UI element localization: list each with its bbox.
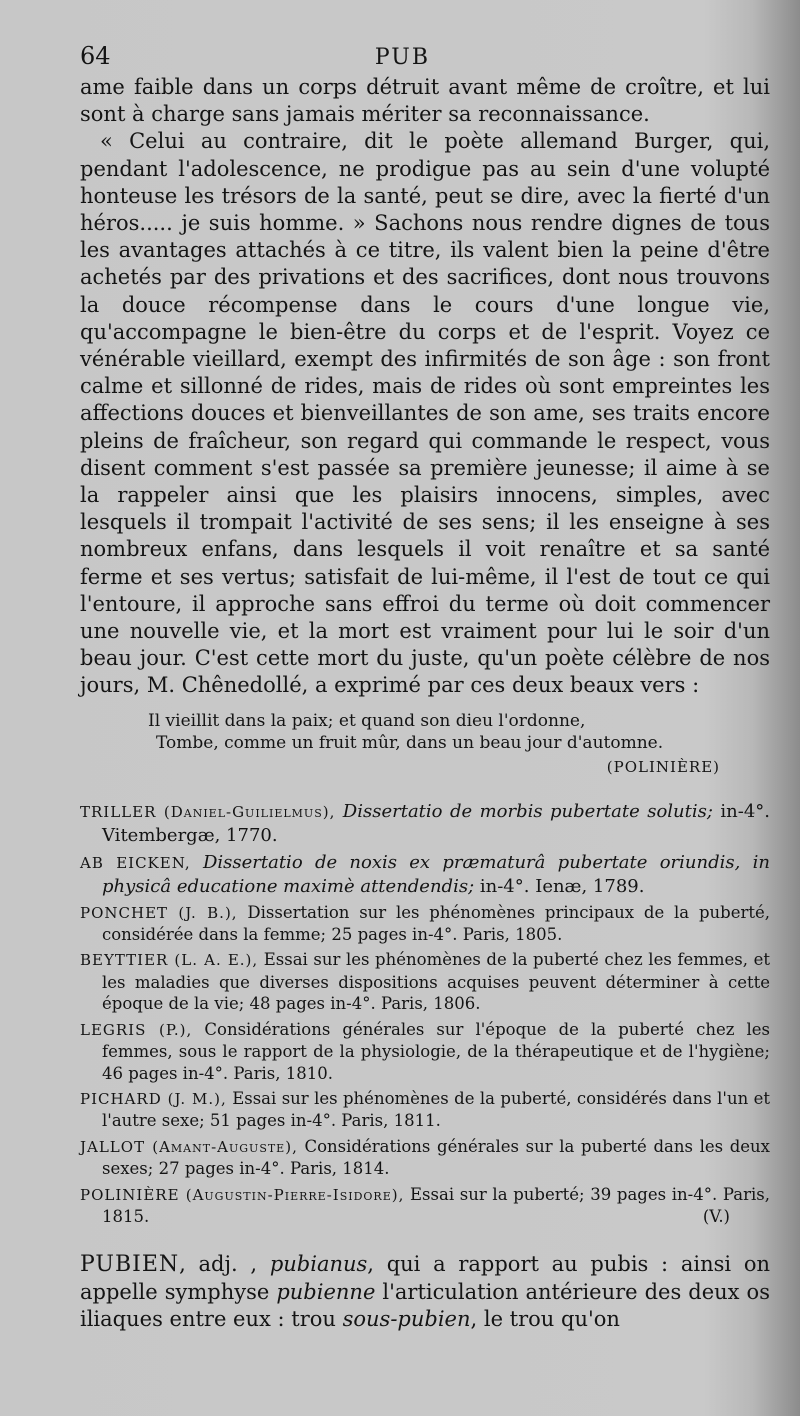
bib-details: Essai sur les phénomènes de la puberté, considérés dans l'un et l'autre sexe; 51 pages in-4°. Paris, 1811.	[102, 1088, 771, 1131]
bibliography-entry	[80, 1019, 770, 1084]
entry-term: sous-pubien	[342, 1306, 471, 1331]
entry-text: l'articulation antérieure des deux os iliaques entre eux : trou	[80, 1279, 770, 1331]
bibliography-entry-last	[80, 1184, 770, 1228]
author-signature: (V.)	[702, 1206, 730, 1226]
body-text	[80, 74, 770, 700]
bib-details: Essai sur les phénomènes de la puberté chez les femmes, et les maladies que diverses dispositions acquises peuvent déterminer à cette époque de la vie; 48 pages in-4°. Paris, 1806.	[102, 950, 770, 1014]
bibliography-entry	[80, 1088, 770, 1132]
page-header-title: PUB	[374, 45, 430, 70]
entry-text: , qui a rapport au pubis : ainsi on appelle symphyse	[80, 1252, 770, 1304]
bibliography-entry	[80, 800, 770, 847]
bibliography-entry	[80, 851, 770, 898]
bib-details: Essai sur la puberté; 39 pages in-4°. Paris, 1815.	[102, 1184, 770, 1226]
entry-headword: PUBIEN	[80, 1252, 180, 1278]
bib-details: Dissertation sur les phénomènes principaux de la puberté, considérée dans la femme; 25 pages in-4°. Paris, 1805.	[102, 902, 770, 945]
paragraph-1: ame faible dans un corps détruit avant même de croître, et lui sont à charge sans jamais mériter sa reconnaissance.	[80, 75, 770, 127]
bib-details: Considérations générales sur la puberté dans les deux sexes; 27 pages in-4°. Paris, 1814.	[102, 1136, 770, 1179]
verse-line-2: Tombe, comme un fruit mûr, dans un beau jour d'automne.	[156, 732, 664, 753]
bib-author: PICHARD (J. M.),	[80, 1089, 227, 1108]
bibliography-entry	[80, 1136, 770, 1180]
paragraph-2: « Celui au contraire, dit le poète allemand Burger, qui, pendant l'adolescence, ne prodigue pas au sein d'une volupté honteuse les trésors de la santé, peut se dire, avec la fierté d'un héros..... je suis homme. » Sachons nous rendre dignes de tous les avantages attachés à ce titre, ils valent bien la peine d'être achetés par des privations et des sacrifices, dont nous trouvons la douce récompense dans le cours d'une longue vie, qu'accompagne le bien-être du corps et de l'esprit. Voyez ce vénérable vieillard, exempt des infirmités de son âge : son front calme et sillonné de rides, mais de rides où sont empreintes les affections douces et bienveillantes de son ame, ses traits encore pleins de fraîcheur, son regard qui commande le respect, vous disent comment s'est passée sa première jeunesse; il aime à se la rappeler ainsi que les plaisirs innocens, simples, avec lesquels il trompait l'activité de ses sens; il les enseigne à ses nombreux enfans, dans lesquels il voit renaître et sa santé ferme et ses vertus; satisfait de lui-même, il l'est de tout ce qui l'entoure, il approche sans effroi du terme où doit commencer une nouvelle vie, et la mort est vraiment pour lui le soir d'un beau jour. C'est cette mort du juste, qu'un poète célèbre de nos jours, M. Chênedollé, a exprimé par ces deux beaux vers :	[80, 129, 770, 698]
bibliography-entry	[80, 902, 770, 946]
bib-details: Considérations générales sur l'époque de la puberté chez les femmes, sous le rapport de la physiologie, de la thérapeutique et de l'hygiène; 46 pages in-4°. Paris, 1810.	[102, 1019, 771, 1083]
bib-author: POLINIÈRE (Augustin-Pierre-Isidore),	[80, 1185, 405, 1204]
entry-text: , adj. ,	[179, 1252, 258, 1277]
page-number: 64	[80, 42, 111, 70]
verse-attribution: (POLINIÈRE)	[606, 757, 720, 776]
bib-title: Dissertatio de morbis pubertate solutis;	[342, 800, 713, 822]
entry-term: pubienne	[276, 1279, 376, 1304]
dictionary-entry	[80, 1251, 770, 1333]
bib-details: in-4°. Ienæ, 1789.	[479, 875, 645, 897]
bib-author: AB EICKEN,	[80, 853, 191, 872]
bib-author: JALLOT (Amant-Auguste),	[80, 1137, 298, 1156]
bib-author: LEGRIS (P.),	[80, 1020, 193, 1039]
bibliography-entry	[80, 949, 770, 1014]
bib-author: BEYTTIER (L. A. E.),	[80, 951, 259, 970]
bib-title: Dissertatio de noxis ex præmaturâ pubertate oriundis, in physicâ educatione maximè attendendis;	[102, 851, 770, 897]
entry-text: , le trou qu'on	[470, 1306, 620, 1331]
bibliography	[80, 800, 770, 1228]
entry-latin: pubianus	[269, 1252, 368, 1277]
bib-author: TRILLER (Daniel-Guilielmus),	[80, 802, 336, 821]
bib-author: PONCHET (J. B.),	[80, 903, 238, 922]
verse-quote	[148, 710, 750, 754]
bib-details: in-4°. Vitembergæ, 1770.	[102, 800, 770, 846]
verse-line-1: Il vieillit dans la paix; et quand son dieu l'ordonne,	[148, 710, 586, 731]
running-head	[80, 42, 720, 72]
